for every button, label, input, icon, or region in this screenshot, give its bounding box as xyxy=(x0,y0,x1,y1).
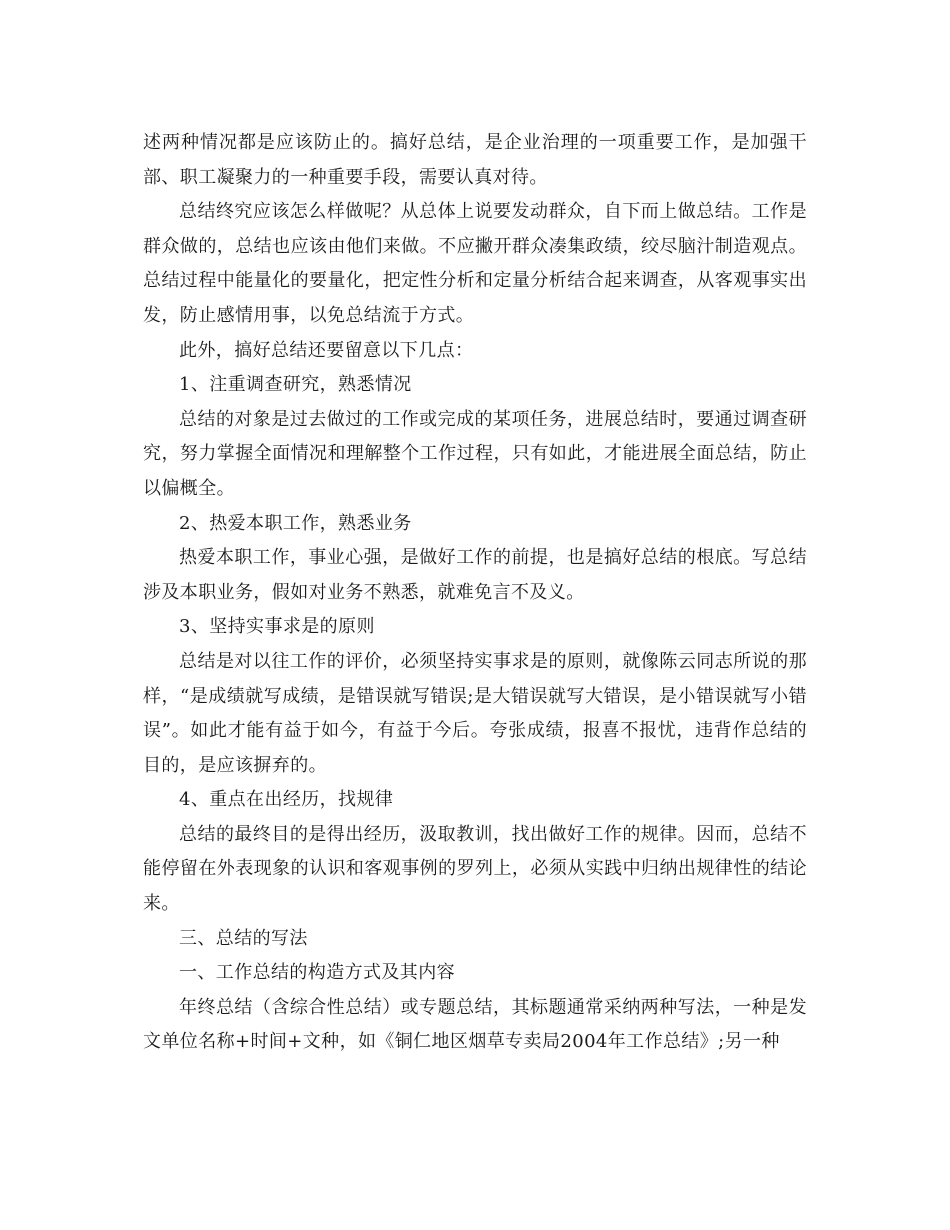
heading-point-4: 4、重点在出经历，找规律 xyxy=(179,789,394,811)
heading-point-1: 1、注重调查研究，熟悉情况 xyxy=(179,374,412,396)
paragraph-point-3: 总结是对以往工作的评价，必须坚持实事求是的原则，就像陈云同志所说的那样，“是成绩就写成绩，是错误就写错误;是大错误就写大错误，是小错误就写小错误”。如此才能有益于如今，有益于今后。夸张成绩，报喜不报忧，违背作总结的目的，是应该摒弃的。 xyxy=(143,650,807,776)
paragraph-point-2: 热爱本职工作，事业心强，是做好工作的前提，也是搞好总结的根底。写总结涉及本职业务，假如对业务不熟悉，就难免言不及义。 xyxy=(143,547,807,603)
paragraph-how-to-summarize: 总结终究应该怎么样做呢？从总体上说要发动群众，自下而上做总结。工作是群众做的，总结也应该由他们来做。不应撇开群众凑集政绩，绞尽脑汁制造观点。总结过程中能量化的要量化，把定性分析和定量分析结合起来调查，从客观事实出发，防止感情用事，以免总结流于方式。 xyxy=(143,201,807,326)
section-heading-writing-method: 三、总结的写法 xyxy=(179,927,308,949)
heading-point-3: 3、坚持实事求是的原则 xyxy=(179,616,375,638)
paragraph-title-formats: 年终总结（含综合性总结）或专题总结，其标题通常采纳两种写法，一种是发文单位名称+时间+文种，如《铜仁地区烟草专卖局2004年工作总结》;另一种 xyxy=(143,996,807,1053)
paragraph-continuation: 述两种情况都是应该防止的。搞好总结，是企业治理的一项重要工作，是加强干部、职工凝聚力的一种重要手段，需要认真对待。 xyxy=(143,132,807,188)
paragraph-additional-points: 此外，搞好总结还要留意以下几点： xyxy=(179,339,474,361)
heading-point-2: 2、热爱本职工作，熟悉业务 xyxy=(179,512,412,534)
document-body xyxy=(143,126,807,1060)
paragraph-point-4: 总结的最终目的是得出经历，汲取教训，找出做好工作的规律。因而，总结不能停留在外表现象的认识和客观事例的罗列上，必须从实践中归纳出规律性的结论来。 xyxy=(143,823,807,915)
paragraph-point-1: 总结的对象是过去做过的工作或完成的某项任务，进展总结时，要通过调查研究，努力掌握全面情况和理解整个工作过程，只有如此，才能进展全面总结，防止以偏概全。 xyxy=(143,408,807,499)
subsection-heading-structure: 一、工作总结的构造方式及其内容 xyxy=(179,962,455,984)
